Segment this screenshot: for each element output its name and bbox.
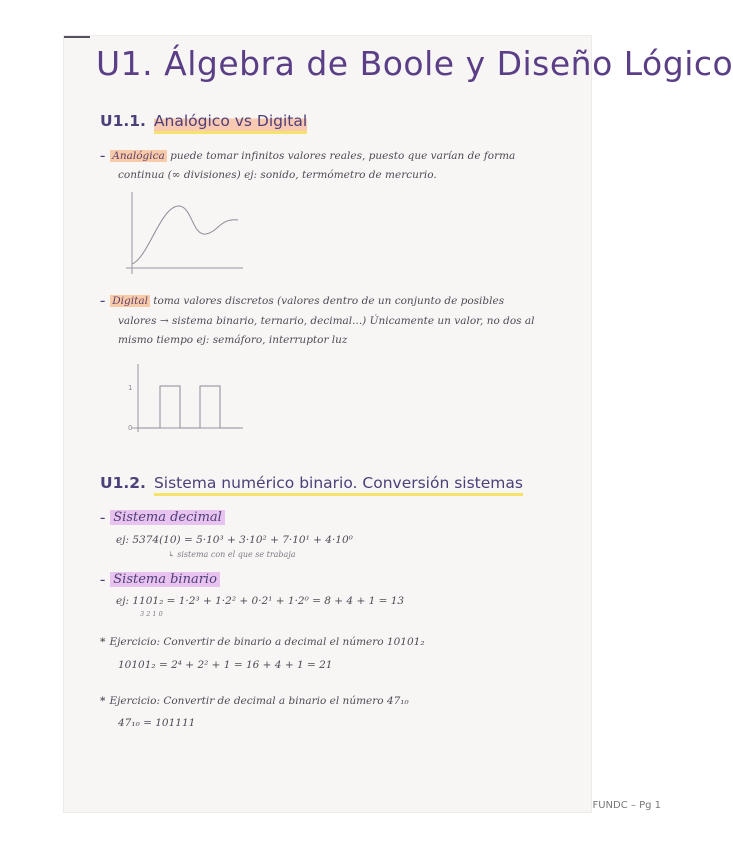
analog-text-2: continua (∞ divisiones) ej: sonido, termómetro de mercurio. xyxy=(118,169,437,181)
page-title: U1. Álgebra de Boole y Diseño Lógico xyxy=(96,44,733,83)
analog-signal-graph xyxy=(118,188,248,283)
section-title: Sistema numérico binario. Conversión sistemas xyxy=(154,474,523,496)
digital-signal-graph xyxy=(118,360,248,440)
section-heading-1 xyxy=(100,112,307,130)
exercise-1-answer: 10101₂ = 2⁴ + 2² + 1 = 16 + 4 + 1 = 21 xyxy=(118,659,333,671)
axis-label-1: 1 xyxy=(128,384,133,392)
digital-label: Digital xyxy=(112,295,148,307)
analog-line-1: – Analógica puede tomar infinitos valores reales, puesto que varían de forma xyxy=(100,150,516,162)
analog-text-1: puede tomar infinitos valores reales, puesto que varían de forma xyxy=(170,150,516,162)
binary-heading: – Sistema binario xyxy=(100,570,220,590)
section-heading-2 xyxy=(100,474,523,492)
margin-mark xyxy=(64,36,90,38)
binary-label: Sistema binario xyxy=(110,572,220,587)
binary-weights: 3 2 1 0 xyxy=(140,610,163,618)
digital-text-3: mismo tiempo ej: semáforo, interruptor luz xyxy=(118,334,348,346)
analog-label: Analógica xyxy=(112,150,165,162)
section-number: U1.2. xyxy=(100,474,146,492)
exercise-2: * Ejercicio: Convertir de decimal a binario el número 47₁₀ xyxy=(100,695,409,707)
exercise-1-text: Ejercicio: Convertir de binario a decimal el número 10101₂ xyxy=(109,636,425,648)
exercise-1: * Ejercicio: Convertir de binario a decimal el número 10101₂ xyxy=(100,636,425,648)
decimal-note: ↳ sistema con el que se trabaja xyxy=(168,550,296,559)
digital-line-1: – Digital toma valores discretos (valores dentro de un conjunto de posibles xyxy=(100,295,505,307)
digital-text-1: toma valores discretos (valores dentro de un conjunto de posibles xyxy=(153,295,505,307)
digital-text-2: valores → sistema binario, ternario, decimal...) Únicamente un valor, no dos al xyxy=(118,315,535,327)
section-title: Analógico vs Digital xyxy=(154,112,307,134)
decimal-label: Sistema decimal xyxy=(110,510,225,525)
decimal-example: ej: 5374(10) = 5·10³ + 3·10² + 7·10¹ + 4·10⁰ xyxy=(116,534,353,546)
section-number: U1.1. xyxy=(100,112,146,130)
decimal-heading: – Sistema decimal xyxy=(100,508,225,528)
exercise-2-text: Ejercicio: Convertir de decimal a binario el número 47₁₀ xyxy=(109,695,409,707)
exercise-2-answer: 47₁₀ = 101111 xyxy=(118,717,196,729)
page-footer: FUNDC – Pg 1 xyxy=(592,800,661,811)
axis-label-0: 0 xyxy=(128,424,133,432)
binary-example: ej: 1101₂ = 1·2³ + 1·2² + 0·2¹ + 1·2⁰ = 8 + 4 + 1 = 13 xyxy=(116,595,405,607)
